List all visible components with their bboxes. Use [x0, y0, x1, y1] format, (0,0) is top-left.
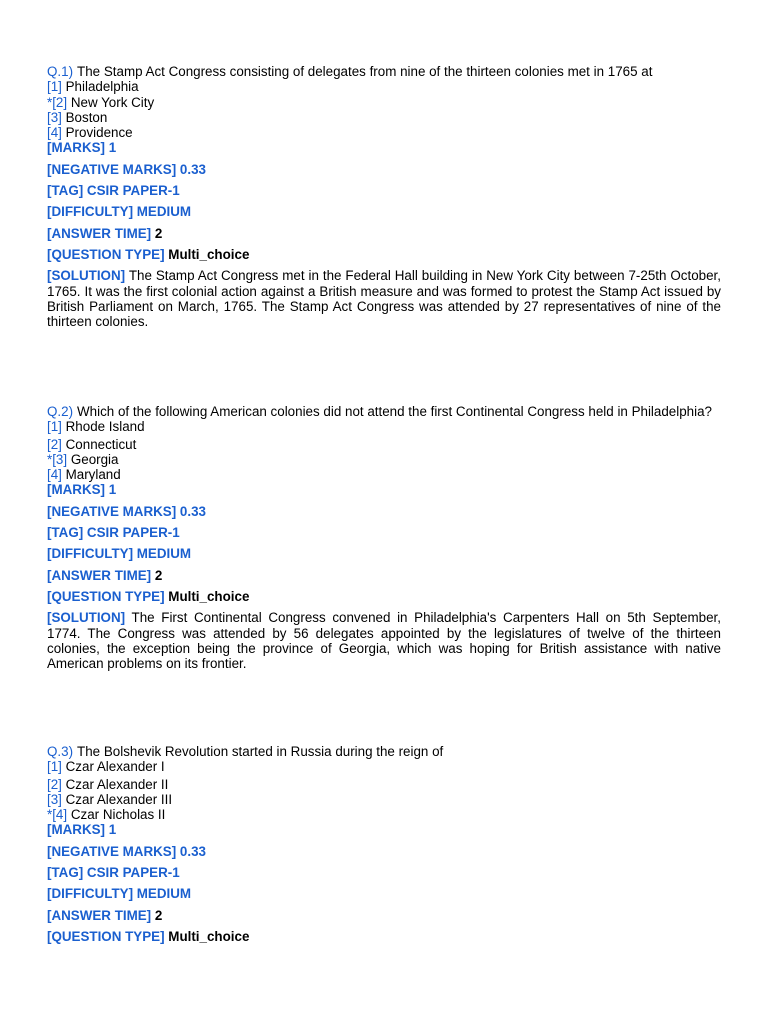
option-marker: [2] [47, 776, 62, 792]
option-item [47, 110, 721, 125]
option-marker: *[2] [47, 94, 68, 110]
option-text: Czar Alexander I [65, 759, 165, 775]
option-text: Rhode Island [65, 419, 145, 435]
option-text: Czar Alexander II [65, 776, 169, 792]
answer-time-label: [ANSWER TIME] [47, 907, 152, 923]
negative-marks-field: [NEGATIVE MARKS] 0.33 [47, 503, 206, 519]
question-number: Q.2) [47, 404, 74, 419]
question-type-label: [QUESTION TYPE] [47, 588, 165, 604]
tag-field: [TAG] CSIR PAPER-1 [47, 525, 180, 541]
negative-marks-field: [NEGATIVE MARKS] 0.33 [47, 161, 206, 177]
question-header [47, 404, 721, 419]
option-text: Maryland [65, 467, 121, 483]
option-item [47, 807, 721, 822]
option-item [47, 437, 721, 452]
option-text: Czar Nicholas II [70, 807, 166, 823]
option-item [47, 792, 721, 807]
option-marker: [3] [47, 791, 62, 807]
difficulty-field: [DIFFICULTY] MEDIUM [47, 204, 192, 220]
option-marker: *[4] [47, 807, 68, 823]
option-item [47, 452, 721, 467]
marks-field: [MARKS] 1 [47, 140, 117, 156]
option-text: Providence [65, 125, 133, 141]
option-marker: [1] [47, 419, 62, 435]
marks-field: [MARKS] 1 [47, 482, 117, 498]
option-text: Czar Alexander III [65, 791, 173, 807]
option-text: Connecticut [65, 436, 137, 452]
solution-field [47, 268, 721, 329]
question-header [47, 744, 721, 759]
option-item [47, 419, 721, 434]
option-item [47, 125, 721, 140]
answer-time-label: [ANSWER TIME] [47, 567, 152, 583]
question-block [47, 744, 721, 944]
tag-field: [TAG] CSIR PAPER-1 [47, 183, 180, 199]
answer-time-value: 2 [154, 567, 163, 583]
difficulty-field: [DIFFICULTY] MEDIUM [47, 546, 192, 562]
question-text: Which of the following American colonies did not attend the first Continental Congress held in Philadelphia? [77, 404, 712, 419]
question-type-field [47, 247, 721, 262]
question-number: Q.3) [47, 744, 74, 759]
option-marker: [3] [47, 109, 62, 125]
solution-label: [SOLUTION] [47, 610, 126, 626]
option-marker: [1] [47, 79, 62, 95]
question-type-value: Multi_choice [168, 588, 250, 604]
question-text: The Bolshevik Revolution started in Russia during the reign of [77, 744, 444, 759]
negative-marks-field: [NEGATIVE MARKS] 0.33 [47, 843, 206, 859]
option-marker: [1] [47, 759, 62, 775]
option-marker: [4] [47, 467, 62, 483]
difficulty-field: [DIFFICULTY] MEDIUM [47, 886, 192, 902]
option-item [47, 777, 721, 792]
answer-time-label: [ANSWER TIME] [47, 225, 152, 241]
option-item [47, 467, 721, 482]
option-text: Boston [65, 109, 108, 125]
question-type-field [47, 589, 721, 604]
solution-text: The Stamp Act Congress met in the Federal Hall building in New York City between 7-25th October, 1765. It was the first colonial action against a British measure and was formed to protest the Stamp Act issued by British Parliament on March, 1765. The Stamp Act Congress was attended by 27 representatives of nine of the thirteen colonies. [47, 268, 722, 330]
option-marker: [2] [47, 436, 62, 452]
answer-time-field [47, 226, 721, 241]
question-type-value: Multi_choice [168, 246, 250, 262]
option-marker: [4] [47, 125, 62, 141]
question-type-label: [QUESTION TYPE] [47, 928, 165, 944]
answer-time-value: 2 [154, 225, 163, 241]
answer-time-field [47, 568, 721, 583]
question-type-field [47, 929, 721, 944]
solution-text: The First Continental Congress convened in Philadelphia's Carpenters Hall on 5th September, 1774. The Congress was attended by 56 delegates appointed by the legislatures of twelve of the thirteen colonies, the exception being the province of Georgia, which was hoping for British assistance with native American problems on its frontier. [47, 610, 721, 672]
question-header [47, 64, 721, 79]
option-item [47, 79, 721, 94]
answer-time-field [47, 908, 721, 923]
question-type-value: Multi_choice [168, 928, 250, 944]
option-text: New York City [70, 94, 155, 110]
tag-field: [TAG] CSIR PAPER-1 [47, 865, 180, 881]
solution-field [47, 610, 721, 671]
answer-time-value: 2 [154, 907, 163, 923]
question-type-label: [QUESTION TYPE] [47, 246, 165, 262]
option-text: Georgia [70, 451, 119, 467]
solution-label: [SOLUTION] [47, 268, 126, 284]
option-text: Philadelphia [65, 79, 139, 95]
question-text: The Stamp Act Congress consisting of delegates from nine of the thirteen colonies met in 1765 at [77, 64, 653, 79]
question-number: Q.1) [47, 64, 74, 79]
option-item [47, 95, 721, 110]
question-block [47, 64, 721, 329]
option-marker: *[3] [47, 451, 68, 467]
question-block [47, 404, 721, 671]
marks-field: [MARKS] 1 [47, 822, 117, 838]
option-item [47, 759, 721, 774]
